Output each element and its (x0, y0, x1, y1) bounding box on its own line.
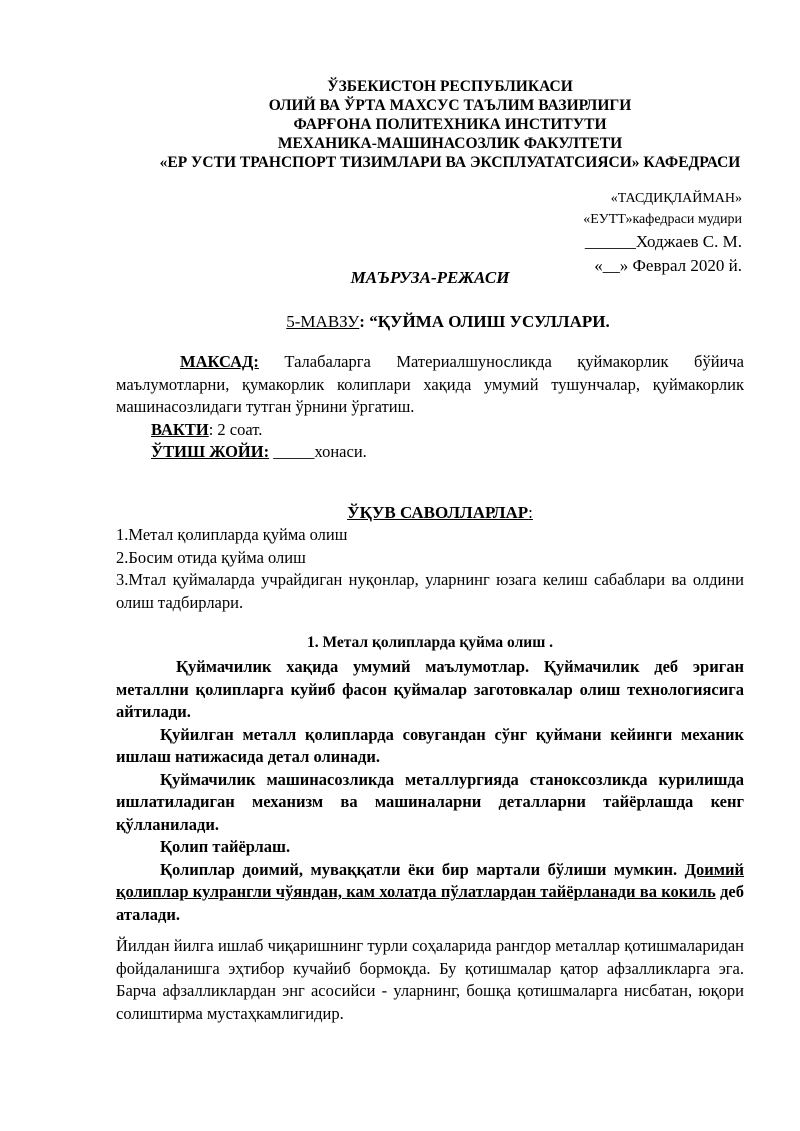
time-line (116, 419, 744, 442)
question-item: 3.Мтал қуймаларда учрайдиган нуқонлар, уларнинг юзага келиш сабаблари ва олдини олиш тадбирлари. (116, 570, 744, 612)
approval-title: «ТАСДИҚЛАЙМАН» (610, 191, 742, 206)
section-paragraph: Қуймачилик хақида умумий маълумотлар. Қуймачилик деб эриган металлни қолипларга куйиб фасон қуймалар заготовкалар олиш технологиясига айтилади. (116, 657, 744, 721)
p5-start: Қолиплар доимий, муваққатли ёки бир мартали бўлиши мумкин. (160, 859, 685, 879)
header-republic: ЎЗБЕКИСТОН РЕСПУБЛИКАСИ (327, 78, 573, 95)
questions-list (116, 524, 744, 614)
section-body (116, 656, 744, 926)
goal-paragraph (116, 351, 744, 419)
question-item: 1.Метал қолипларда қуйма олиш (116, 525, 348, 544)
questions-heading-text: ЎҚУВ САВОЛЛАРЛАР (347, 503, 529, 522)
approval-position: «ЕУТТ»кафедраси мудири (583, 212, 742, 227)
section-paragraph: Қуйилган металл қолипларда совугандан сўнг қуймани кейинги механик ишлаш натижасида детал олинади. (116, 724, 744, 766)
topic-label: 5-МАВЗУ (286, 312, 360, 331)
section-title: 1. Метал қолипларда қуйма олиш . (306, 634, 554, 651)
place-value: _____хонаси. (269, 442, 367, 461)
plan-title: МАЪРУЗА-РЕЖАСИ (350, 268, 510, 287)
section-paragraph: Қуймачилик машинасозликда металлургияда станоксозликда курилишда ишлатиладиган механизм ва машиналарни деталларни тайёрлашда кенг қўлланилади. (116, 769, 744, 834)
section-paragraph (116, 859, 744, 927)
question-item: 2.Босим отида қуйма олиш (116, 547, 306, 567)
final-paragraph: Йилдан йилга ишлаб чиқаришнинг турли соҳаларида рангдор металлар қотишмаларидан фойдаланишга эҳтибор кучайиб бормоқда. Бу қотишмалар қатор афзалликларга эга. Барча афзалликлардан энг асосийси - уларнинг, бошқа қотишмаларга нисбатан, юқори солиштирма мустаҳкамлигидир. (116, 936, 744, 1023)
approval-block (583, 188, 742, 278)
goal-label: МАКСАД: (180, 352, 259, 371)
place-line (116, 441, 744, 464)
final-paragraph-block (116, 935, 744, 1025)
place-label: ЎТИШ ЖОЙИ: (151, 442, 270, 461)
topic-title: : “ҚУЙМА ОЛИШ УСУЛЛАРИ. (359, 312, 610, 331)
document-header (100, 77, 800, 172)
p5-underlined: Доимий қолиплар кулрангли чўяндан, кам холатда пўлатлардан тайёрланади ва кокиль (116, 859, 744, 901)
header-ministry: ОЛИЙ ВА ЎРТА МАХСУС ТАЪЛИМ ВАЗИРЛИГИ (268, 97, 632, 114)
header-department: «ЕР УСТИ ТРАНСПОРТ ТИЗИМЛАРИ ВА ЭКСПЛУАТАТСИЯСИ» КАФЕДРАСИ (159, 154, 741, 171)
section-subheading: Қолип тайёрлаш. (160, 837, 291, 856)
header-institute: ФАРҒОНА ПОЛИТЕХНИКА ИНСТИТУТИ (293, 116, 607, 133)
goal-text: Талабаларга Материалшуносликда қуймакорлик бўйича маълумотларни, қумакорлик колиплари хақида умумий тушунчалар, қуймакорлик машинасозлидаги тутган ўрнини ўргатиш. (116, 352, 744, 416)
questions-heading (0, 503, 800, 523)
approval-signature: ______Ходжаев С. М. (584, 232, 742, 251)
approval-date: «__» Феврал 2020 й. (594, 256, 742, 275)
p5-end: деб аталади. (116, 882, 745, 924)
time-value: : 2 соат. (208, 419, 263, 439)
questions-heading-colon: : (528, 503, 533, 522)
goal-block (116, 351, 744, 464)
header-faculty: МЕХАНИКА-МАШИНАСОЗЛИК ФАКУЛТЕТИ (277, 135, 623, 152)
topic-line (0, 312, 800, 332)
time-label: ВАКТИ (151, 419, 209, 439)
